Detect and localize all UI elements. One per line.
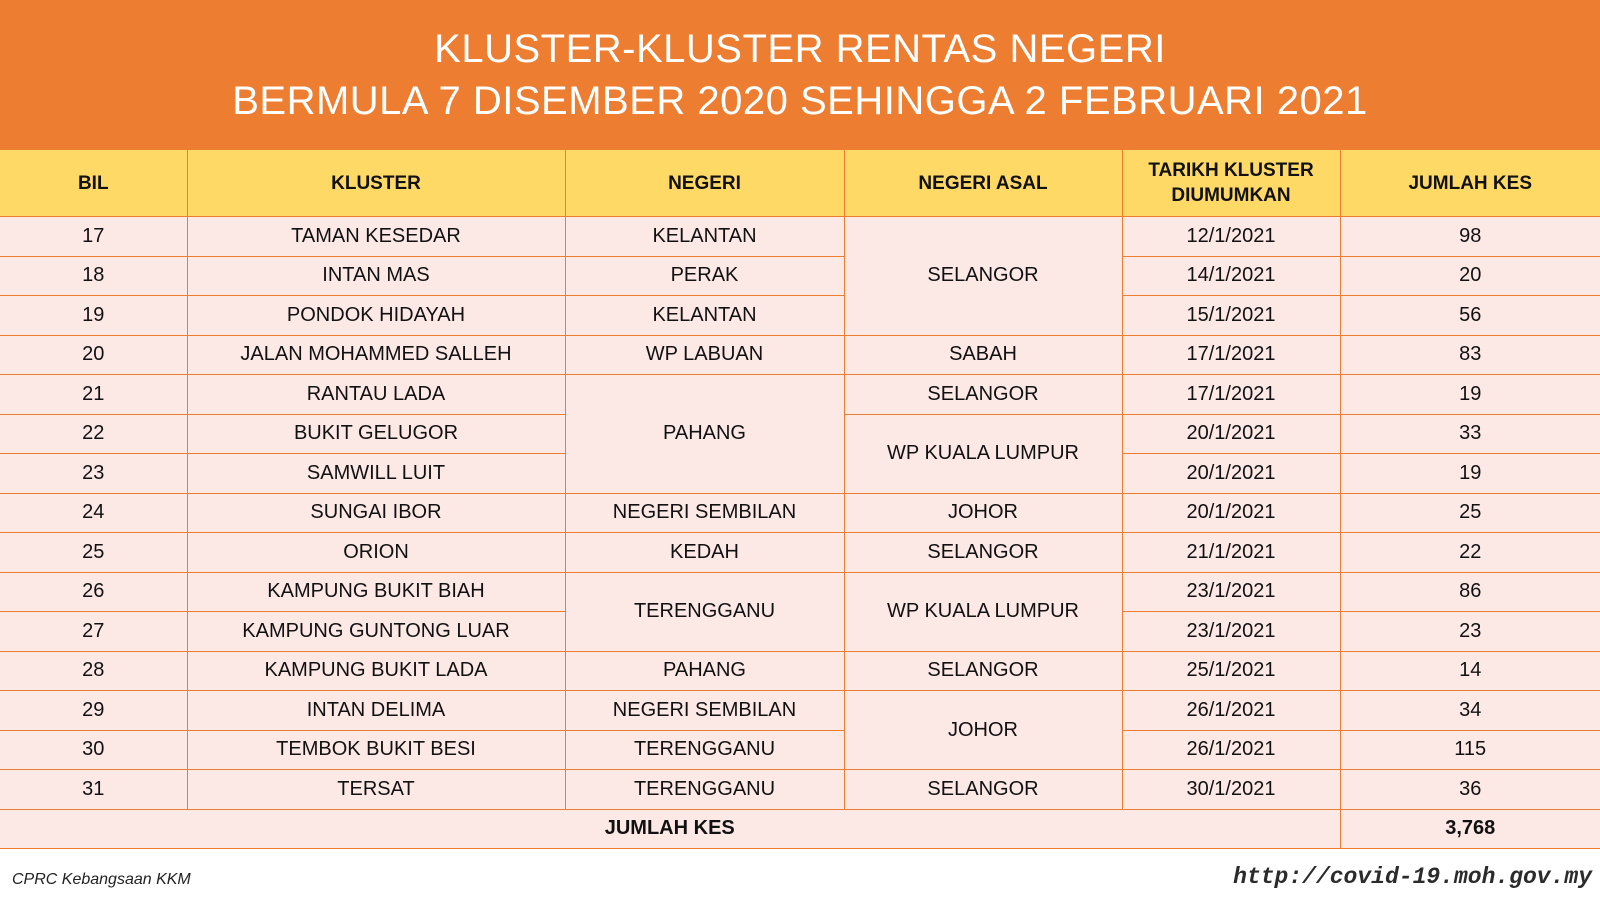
cell-negeri-asal: SELANGOR <box>844 533 1122 573</box>
cell-tarikh: 30/1/2021 <box>1122 770 1340 810</box>
cell-bil: 30 <box>0 730 187 770</box>
table-row <box>0 533 1600 573</box>
table-row <box>0 691 1600 731</box>
cell-kluster: TERSAT <box>187 770 565 810</box>
cell-jumlah: 56 <box>1340 296 1600 336</box>
cell-tarikh: 17/1/2021 <box>1122 335 1340 375</box>
cell-kluster: TAMAN KESEDAR <box>187 217 565 257</box>
cell-tarikh: 12/1/2021 <box>1122 217 1340 257</box>
cell-negeri: PERAK <box>565 256 844 296</box>
cell-negeri: PAHANG <box>565 375 844 494</box>
cell-jumlah: 115 <box>1340 730 1600 770</box>
header-tarikh-line-2: DIUMUMKAN <box>1171 185 1291 206</box>
cell-tarikh: 25/1/2021 <box>1122 651 1340 691</box>
cell-bil: 29 <box>0 691 187 731</box>
title-line-1: KLUSTER-KLUSTER RENTAS NEGERI <box>434 27 1166 71</box>
title-banner <box>0 0 1600 150</box>
total-value: 3,768 <box>1340 809 1600 849</box>
table-row <box>0 335 1600 375</box>
cell-tarikh: 17/1/2021 <box>1122 375 1340 415</box>
cell-tarikh: 14/1/2021 <box>1122 256 1340 296</box>
cell-jumlah: 19 <box>1340 375 1600 415</box>
cell-tarikh: 26/1/2021 <box>1122 691 1340 731</box>
cell-negeri-asal: JOHOR <box>844 691 1122 770</box>
cell-tarikh: 20/1/2021 <box>1122 414 1340 454</box>
website-url: http://covid-19.moh.gov.my <box>1233 864 1592 890</box>
cell-negeri-asal: SELANGOR <box>844 651 1122 691</box>
cell-jumlah: 25 <box>1340 493 1600 533</box>
table-row <box>0 572 1600 612</box>
cell-kluster: KAMPUNG BUKIT BIAH <box>187 572 565 612</box>
cell-negeri: TERENGGANU <box>565 770 844 810</box>
header-negeri: NEGERI <box>565 150 844 217</box>
cell-bil: 23 <box>0 454 187 494</box>
cell-negeri: TERENGGANU <box>565 730 844 770</box>
cell-jumlah: 22 <box>1340 533 1600 573</box>
cell-bil: 17 <box>0 217 187 257</box>
cell-tarikh: 21/1/2021 <box>1122 533 1340 573</box>
cell-tarikh: 23/1/2021 <box>1122 572 1340 612</box>
table-row <box>0 651 1600 691</box>
cell-tarikh: 23/1/2021 <box>1122 612 1340 652</box>
cell-kluster: BUKIT GELUGOR <box>187 414 565 454</box>
cell-negeri: WP LABUAN <box>565 335 844 375</box>
cell-bil: 21 <box>0 375 187 415</box>
cell-kluster: INTAN MAS <box>187 256 565 296</box>
table-row <box>0 256 1600 296</box>
cell-tarikh: 26/1/2021 <box>1122 730 1340 770</box>
cell-negeri: NEGERI SEMBILAN <box>565 493 844 533</box>
cell-bil: 24 <box>0 493 187 533</box>
header-kluster: KLUSTER <box>187 150 565 217</box>
cell-kluster: JALAN MOHAMMED SALLEH <box>187 335 565 375</box>
cell-bil: 27 <box>0 612 187 652</box>
cell-jumlah: 36 <box>1340 770 1600 810</box>
cell-negeri-asal: SELANGOR <box>844 375 1122 415</box>
cell-bil: 25 <box>0 533 187 573</box>
cell-kluster: PONDOK HIDAYAH <box>187 296 565 336</box>
cell-jumlah: 19 <box>1340 454 1600 494</box>
table-header-row <box>0 150 1600 217</box>
cell-jumlah: 20 <box>1340 256 1600 296</box>
cell-negeri: KELANTAN <box>565 217 844 257</box>
cell-negeri: NEGERI SEMBILAN <box>565 691 844 731</box>
cell-tarikh: 15/1/2021 <box>1122 296 1340 336</box>
cell-tarikh: 20/1/2021 <box>1122 493 1340 533</box>
cell-kluster: RANTAU LADA <box>187 375 565 415</box>
cell-bil: 22 <box>0 414 187 454</box>
cell-negeri-asal: WP KUALA LUMPUR <box>844 414 1122 493</box>
table-row <box>0 493 1600 533</box>
cell-jumlah: 14 <box>1340 651 1600 691</box>
cell-jumlah: 83 <box>1340 335 1600 375</box>
cell-jumlah: 98 <box>1340 217 1600 257</box>
table-row <box>0 770 1600 810</box>
total-row <box>0 809 1600 849</box>
cell-bil: 20 <box>0 335 187 375</box>
cell-negeri: KELANTAN <box>565 296 844 336</box>
cell-negeri-asal: SABAH <box>844 335 1122 375</box>
cell-negeri-asal: JOHOR <box>844 493 1122 533</box>
cell-kluster: INTAN DELIMA <box>187 691 565 731</box>
source-credit: CPRC Kebangsaan KKM <box>12 871 191 888</box>
cell-kluster: KAMPUNG GUNTONG LUAR <box>187 612 565 652</box>
cell-bil: 31 <box>0 770 187 810</box>
cell-jumlah: 33 <box>1340 414 1600 454</box>
title-line-2: BERMULA 7 DISEMBER 2020 SEHINGGA 2 FEBRUARI 2021 <box>232 79 1368 123</box>
table-row <box>0 375 1600 415</box>
header-bil: BIL <box>0 150 187 217</box>
cell-kluster: ORION <box>187 533 565 573</box>
table-row <box>0 730 1600 770</box>
table-row <box>0 296 1600 336</box>
cell-kluster: TEMBOK BUKIT BESI <box>187 730 565 770</box>
header-negeri-asal: NEGERI ASAL <box>844 150 1122 217</box>
header-tarikh <box>1122 150 1340 217</box>
cell-jumlah: 86 <box>1340 572 1600 612</box>
cell-jumlah: 34 <box>1340 691 1600 731</box>
cell-bil: 28 <box>0 651 187 691</box>
clusters-table <box>0 150 1600 849</box>
cell-kluster: KAMPUNG BUKIT LADA <box>187 651 565 691</box>
cell-jumlah: 23 <box>1340 612 1600 652</box>
cell-kluster: SAMWILL LUIT <box>187 454 565 494</box>
header-jumlah-kes: JUMLAH KES <box>1340 150 1600 217</box>
table-row <box>0 217 1600 257</box>
cell-negeri-asal: SELANGOR <box>844 217 1122 336</box>
cell-tarikh: 20/1/2021 <box>1122 454 1340 494</box>
cell-bil: 26 <box>0 572 187 612</box>
cell-negeri-asal: WP KUALA LUMPUR <box>844 572 1122 651</box>
cell-bil: 18 <box>0 256 187 296</box>
cell-negeri: KEDAH <box>565 533 844 573</box>
header-tarikh-line-1: TARIKH KLUSTER <box>1148 160 1314 181</box>
cell-negeri: TERENGGANU <box>565 572 844 651</box>
cell-bil: 19 <box>0 296 187 336</box>
cell-negeri-asal: SELANGOR <box>844 770 1122 810</box>
cell-negeri: PAHANG <box>565 651 844 691</box>
cell-kluster: SUNGAI IBOR <box>187 493 565 533</box>
total-label: JUMLAH KES <box>0 809 1340 849</box>
